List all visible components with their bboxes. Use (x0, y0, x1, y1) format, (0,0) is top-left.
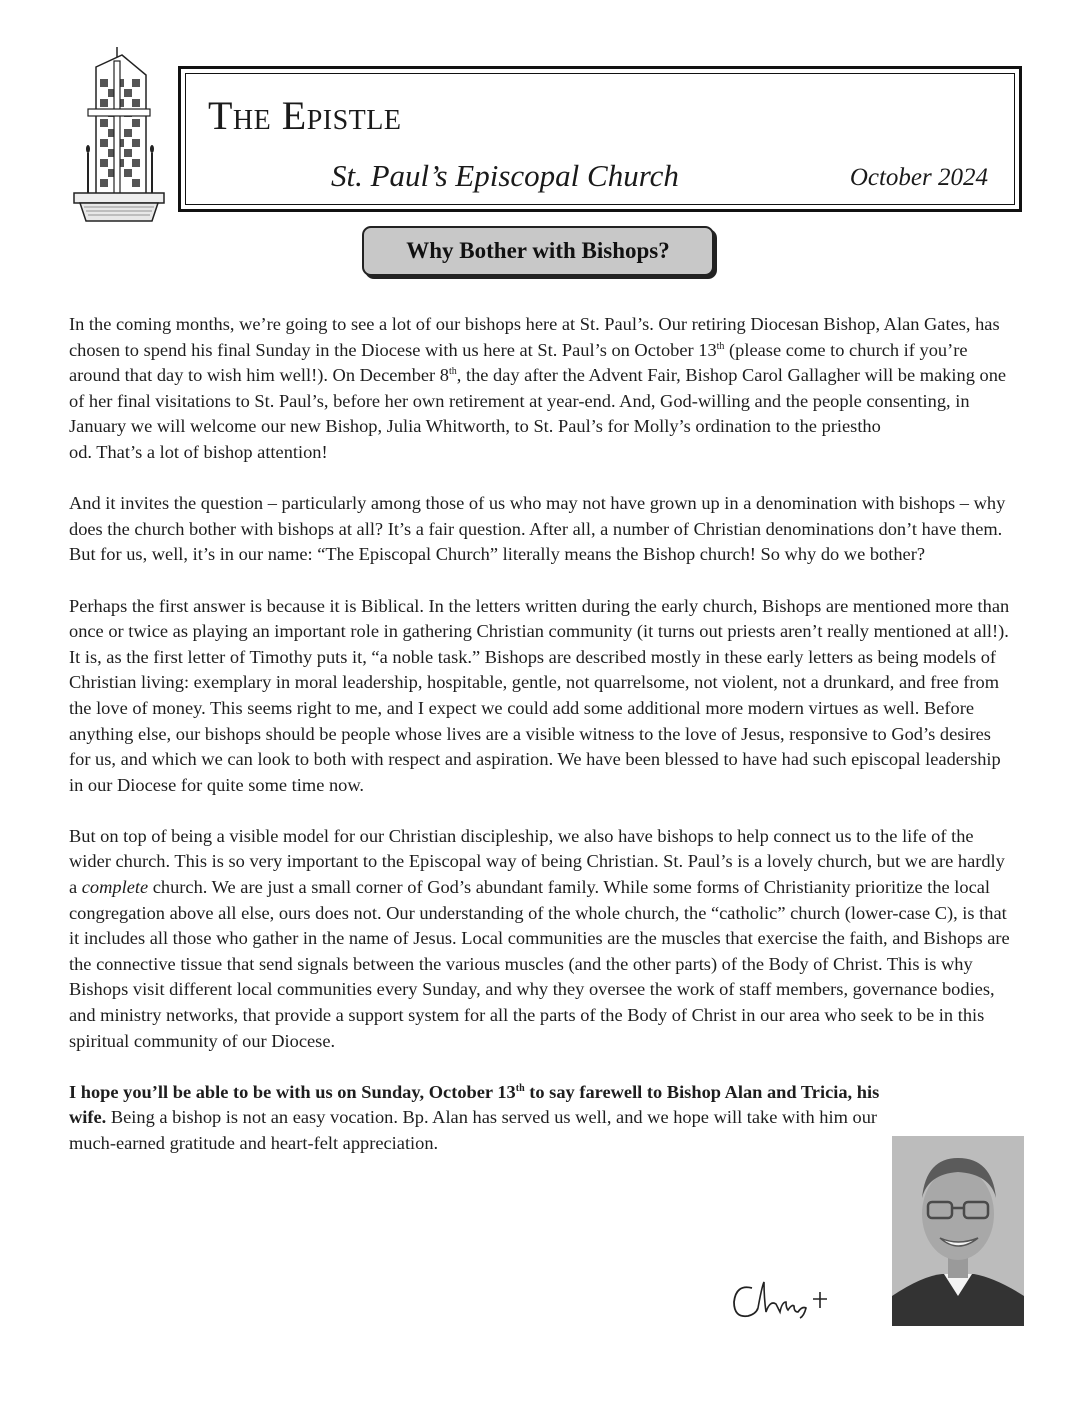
paragraph-closing: I hope you’ll be able to be with us on Sunday, October 13th to say farewell to Bishop Alan and Tricia, his wife. Being a bishop is not an easy vocation. Bp. Alan has served us well, and we hope will take with him our much-earned gratitude and heart-felt appreciation. (69, 1081, 880, 1153)
signature (728, 1278, 838, 1326)
paragraph-4: But on top of being a visible model for our Christian discipleship, we also have bishops to help connect us to the life of the wider church. This is so very important to the Episcopal way of being Christian. St. Paul’s is a lovely church, but we are hardly a complete church. We are just a small corner of God’s abundant family. While some forms of Christianity prioritize the local congregation above all else, ours does not. Our understanding of the whole church, the “catholic” church (lower-case C), is that it includes all those who gather in the name of Jesus. Local communities are the muscles that exercise the faith, and Bishops are the connective tissue that send signals between the various muscles (and the other parts) of the Body of Christ. This is why Bishops visit different local communities every Sunday, and why they oversee the work of staff members, governance bodies, and ministry networks, that provide a support system for all the parts of the Body of Christ in our area who seek to be in this spiritual community of our Diocese. (69, 825, 1010, 1051)
newsletter-title: The Epistle (208, 93, 402, 138)
issue-date: October 2024 (849, 164, 988, 191)
paragraph-3: Perhaps the first answer is because it is Biblical. In the letters written during the early church, Bishops are mentioned more than once or twice as playing an important role in gathering Christian community (it turns out priests aren’t really mentioned at all!). It is, as the first letter of Timothy puts it, “a noble task.” Bishops are described mostly in these early letters as being models of Christian living: exemplary in moral leadership, hospitable, gentle, not quarrelsome, not violent, not a drunkard, and free from the love of money. This seems right to me, and I expect we could add some additional more modern virtues as well. Before anything else, our bishops should be people whose lives are a visible witness to the love of Jesus, responsive to God’s desires for us, and which we can look to both with respect and aspiration. We have been blessed to have had such episcopal leadership in our Diocese for quite some time now. (69, 595, 1010, 795)
article-headline: Why Bother with Bishops? (362, 226, 714, 276)
church-name: St. Paul’s Episcopal Church (331, 158, 679, 193)
masthead (178, 66, 1022, 212)
paragraph-2: And it invites the question – particularly among those of us who may not have grown up in a denomination with bishops – why does the church bother with bishops at all? It’s a fair question. After all, a number of Christian denominations don’t have them. But for us, well, it’s in our name: “The Episcopal Church” literally means the Bishop church! So why do we bother? (69, 493, 1006, 565)
paragraph-1: In the coming months, we’re going to see a lot of our bishops here at St. Paul’s. Our retiring Diocesan Bishop, Alan Gates, has chosen to spend his final Sunday in the Diocese with us here at St. Paul’s on October 13th (please come to church if you’re around that day to wish him well!). On December 8th, the day after the Advent Fair, Bishop Carol Gallagher will be making one of her final visitations to St. Paul’s, before her own retirement at year-end. And, God-willing and the people consenting, in January we will welcome our new Bishop, Julia Whitworth, to St. Paul’s for Molly’s ordination to the priestho od. That’s a lot of bishop attention! (69, 314, 1007, 462)
masthead-inner-border (185, 73, 1015, 205)
church-logo (70, 45, 168, 225)
rector-photo (892, 1136, 1024, 1326)
article-body (69, 312, 1011, 1182)
